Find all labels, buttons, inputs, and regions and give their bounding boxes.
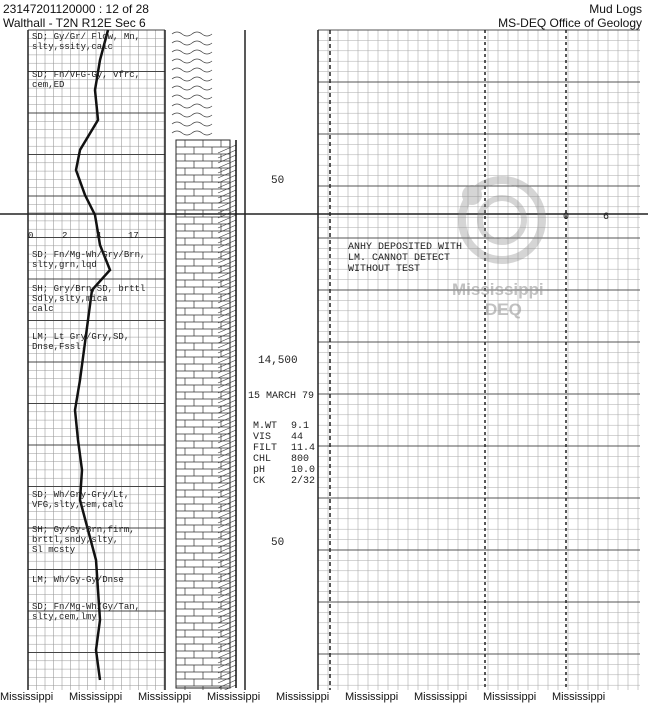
footer-watermark-strip	[0, 690, 648, 705]
footer-text: Mississippi	[138, 691, 192, 703]
mud-prop-value: 9.1	[291, 421, 310, 432]
lithology-note: SD; Fn/VFG-Gy, vfrc, cem,ED	[32, 70, 141, 90]
lithology-note: SD; Wh/Gry-Gry/Lt, VFG,slty,cem,calc	[32, 490, 130, 510]
mud-prop-label: CK	[253, 476, 266, 487]
scale-tick: 0	[28, 231, 34, 241]
footer-text: Mississippi	[207, 691, 261, 703]
mud-prop-label: pH	[253, 465, 266, 476]
scale-tick: 2	[62, 231, 68, 241]
lithology-note: SD; Fn/Mg-Wh/Gry/Brn, slty,grn,lqd	[32, 250, 146, 270]
document-id: 23147201120000 : 12 of 28	[3, 2, 149, 16]
lithology-note: LM; Lt Gry/Gry,SD, Dnse,Fssl.	[32, 332, 130, 352]
mud-prop-label: CHL	[253, 454, 272, 465]
depth-label: 14,500	[258, 355, 298, 367]
mud-prop-label: M.WT	[253, 421, 278, 432]
well-location: Walthall - T2N R12E Sec 6	[3, 16, 146, 30]
mud-prop-label: VIS	[253, 432, 272, 443]
depth-label: 50	[271, 537, 285, 549]
mud-prop-value: 44	[291, 432, 304, 443]
gas-scale-mark: 0	[563, 212, 570, 223]
lithology-note: SH; Gy/Gy-Brn,firm, brttl,sndy,slty, Sl mcsty	[32, 525, 135, 555]
mud-prop-value: 11.4	[291, 443, 316, 454]
lithology-note: SH; Gry/Brn,SD, brttl Sdly,slty,mica calc	[32, 284, 146, 314]
mud-properties	[253, 421, 315, 487]
footer-text: Mississippi	[345, 691, 399, 703]
lithology-note: LM; Wh/Gy-Gy/Dnse	[32, 575, 124, 585]
mud-prop-value: 2/32	[291, 476, 316, 487]
remark-note: ANHY DEPOSITED WITH LM. CANNOT DETECT WITHOUT TEST	[348, 242, 463, 275]
watermark-text: Mississippi	[452, 280, 544, 299]
lithology-note: SD; Fn/Mg-Wh/Gy/Tan, slty,cem,lmy	[32, 602, 141, 622]
footer-text: Mississippi	[0, 691, 54, 703]
footer-text: Mississippi	[552, 691, 606, 703]
watermark-text: DEQ	[485, 300, 522, 319]
document-type: Mud Logs	[589, 2, 642, 16]
footer-text: Mississippi	[483, 691, 537, 703]
scale-tick: 17	[128, 231, 139, 241]
mud-prop-value: 10.0	[291, 465, 316, 476]
mud-prop-label: FILT	[253, 443, 278, 454]
agency-name: MS-DEQ Office of Geology	[498, 16, 642, 30]
scale-tick: 4	[96, 231, 102, 241]
mud-prop-value: 800	[291, 454, 310, 465]
footer-text: Mississippi	[276, 691, 330, 703]
gas-scale-mark: 6	[603, 212, 610, 223]
depth-label: 50	[271, 175, 285, 187]
footer-text: Mississippi	[414, 691, 468, 703]
footer-text: Mississippi	[69, 691, 123, 703]
lithology-note: SD; Gy/Gr/ Flow, Mn, slty,ssity,calc	[32, 32, 141, 52]
log-date: 15 MARCH 79	[248, 391, 315, 402]
